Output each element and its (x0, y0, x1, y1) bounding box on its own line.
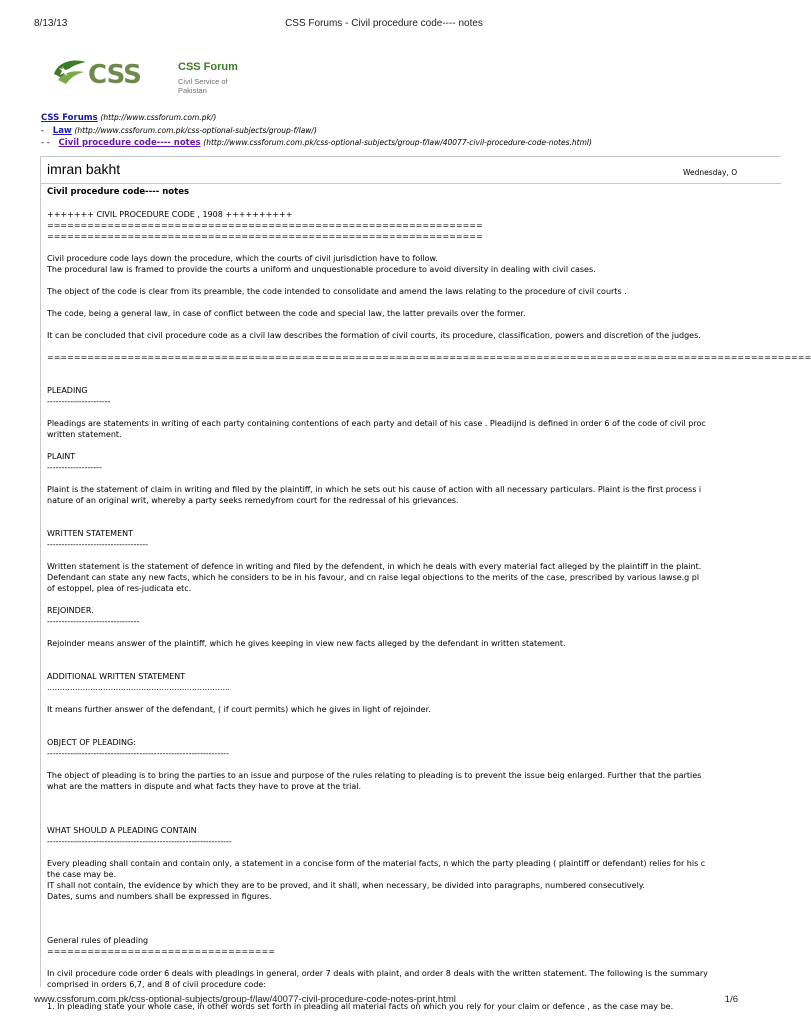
post-line: ================================================================= (47, 232, 483, 241)
post-line (47, 957, 807, 968)
post-line: WRITTEN STATEMENT (47, 529, 134, 538)
post-line (47, 792, 807, 803)
post-line (47, 319, 807, 330)
breadcrumb-url: (http://www.cssforum.com.pk/css-optional-subjects/group-f/law/40077-civil-procedure-code-notes.html) (203, 138, 592, 147)
post-line: +++++++ CIVIL PROCEDURE CODE , 1908 ++++++++++ (47, 210, 293, 219)
post-line (47, 506, 807, 517)
post-line: Plaint is the statement of claim in writing and filed by the plaintiff, in which he sets out his cause of action with all necessary particulars. Plaint is the first process i (47, 485, 702, 494)
post-line: The code, being a general law, in case of conflict between the code and special law, the latter prevails over the former. (47, 309, 526, 318)
post-line (47, 407, 807, 418)
breadcrumb-item-forums (41, 112, 741, 125)
post-line (47, 660, 807, 671)
post-line (47, 374, 807, 385)
post-line: of estoppel, plea of res-judicata etc. (47, 584, 192, 593)
post-line (47, 297, 807, 308)
post-line: IT shall not contain, the evidence by which they are to be proved, and it shall, when necessary, be divided into paragraphs, numbered consecutively. (47, 881, 645, 890)
post-line: ........................................................................ (47, 683, 231, 692)
post-line: Rejoinder means answer of the plaintiff, which he gives keeping in view new facts alleged by the defendant in written statement. (47, 639, 566, 648)
print-footer (30, 994, 738, 1008)
print-date: 8/13/13 (34, 18, 68, 29)
post-line: In civil procedure code order 6 deals with pleadings in general, order 7 deals with plaint, and order 8 deals with the written statement. The following is the summary (47, 969, 708, 978)
print-url: www.cssforum.com.pk/css-optional-subjects/group-f/law/40077-civil-procedure-code-notes-print.html (34, 994, 456, 1005)
post-line: Dates, sums and numbers shall be expressed in figures. (47, 892, 272, 901)
post-author[interactable]: imran bakht (47, 161, 121, 177)
post-line: Defendant can state any new facts, which he considers to be in his favour, and cn raise legal objections to the merits of the case, prescribed by various lawse.g pl (47, 573, 700, 582)
post-line (47, 847, 807, 858)
print-page-number: 1/6 (724, 994, 738, 1005)
post-text (47, 209, 811, 1012)
post-line: The object of pleading is to bring the parties to an issue and purpose of the rules relating to pleading is to prevent the issue beig enlarged. Further that the parties (47, 771, 702, 780)
post-line (47, 913, 807, 924)
print-page-title: CSS Forums - Civil procedure code---- notes (285, 18, 483, 29)
post-line: The procedural law is framed to provide the courts a uniform and unquestionable procedure to avoid diversity in dealing with civil cases. (47, 265, 596, 274)
post-line: the case may be. (47, 870, 117, 879)
print-header (30, 18, 738, 32)
post-line: --------------------------------------------------------------- (47, 749, 229, 758)
breadcrumb-item-law (41, 125, 741, 138)
post-line (47, 924, 807, 935)
post-line (47, 440, 807, 451)
post-header (41, 157, 781, 184)
post-line (47, 693, 807, 704)
post-line: 1. In pleading state your whole case, in other words set forth in pleading all material facts on which you rely for your claim or defence , as the case may be. (47, 1002, 674, 1011)
post-line: ================================================================= (47, 221, 483, 230)
breadcrumb (41, 112, 741, 150)
post-line: It means further answer of the defendant, ( if court permits) which he gives in light of rejoinder. (47, 705, 431, 714)
post-line (47, 902, 807, 913)
breadcrumb-link-forums[interactable]: CSS Forums (41, 113, 98, 123)
breadcrumb-url: (http://www.cssforum.com.pk/css-optional-subjects/group-f/law/) (74, 125, 317, 135)
post-line (47, 715, 807, 726)
post-line (47, 550, 807, 561)
post-line: comprised in orders 6,7, and 8 of civil procedure code: (47, 980, 267, 989)
post-line (47, 814, 807, 825)
post-line: what are the matters in dispute and what facts they have to prove at the trial. (47, 782, 362, 791)
post-line: nature of an original writ, whereby a party seeks remedyfrom court for the redressal of his grievances. (47, 496, 459, 505)
post-line (47, 517, 807, 528)
logo-mark-icon (52, 56, 92, 88)
breadcrumb-item-thread (41, 137, 741, 150)
breadcrumb-prefix: - (41, 125, 45, 136)
post-line: ================================== (47, 947, 275, 956)
post-line (47, 363, 807, 374)
post-line (47, 649, 807, 660)
logo-css-text: CSS (88, 60, 141, 90)
post-line: ---------------------------------------------------------------- (47, 837, 232, 846)
post-line: The object of the code is clear from its preamble, the code intended to consolidate and amend the laws relating to the procedure of civil courts . (47, 287, 627, 296)
post-line (47, 627, 807, 638)
css-forum-logo[interactable] (52, 56, 252, 95)
post-line (47, 473, 807, 484)
post-line (47, 726, 807, 737)
post-line (47, 341, 807, 352)
post-line (47, 242, 807, 253)
post-line: Written statement is the statement of defence in writing and filed by the defendent, in which he deals with every material fact alleged by the plaintiff in the plaint. (47, 562, 702, 571)
breadcrumb-url: (http://www.cssforum.com.pk/) (100, 113, 217, 122)
post-line: ADDITIONAL WRITTEN STATEMENT (47, 672, 186, 681)
breadcrumb-link-thread[interactable]: Civil procedure code---- notes (58, 138, 201, 148)
breadcrumb-prefix: - - (41, 138, 50, 148)
post-line: Civil procedure code lays down the procedure, which the courts of civil jurisdiction have to follow. (47, 254, 438, 263)
post-line: ----------------------------------- (47, 540, 149, 549)
post-line (47, 803, 807, 814)
logo-subtitle: Civil Service of Pakistan (178, 77, 228, 95)
post-line: Pleadings are statements in writing of each party containing contentions of each party and detail of his case . Pleadijnd is defined in order 6 of the code of civil proc (47, 419, 706, 428)
post-line: Every pleading shall contain and contain only, a statement in a concise form of the material facts, n which the party pleading ( plaintiff or defendant) relies for his c (47, 859, 706, 868)
logo-site-name: CSS Forum (178, 61, 238, 73)
post-title: Civil procedure code---- notes (47, 187, 190, 197)
post-line: REJOINDER. (47, 606, 94, 615)
post-line: PLAINT (47, 452, 76, 461)
post-date: Wednesday, O (683, 168, 738, 177)
breadcrumb-link-law[interactable]: Law (52, 125, 72, 136)
post-line: written statement. (47, 430, 122, 439)
post-line: ---------------------- (47, 397, 111, 406)
post-line (47, 594, 807, 605)
post-line: ================================================================================================================== (47, 353, 811, 362)
post-line: General rules of pleading (47, 936, 149, 945)
post-line: PLEADING (47, 386, 88, 395)
post-line (47, 759, 807, 770)
post-line (47, 275, 807, 286)
post-body (47, 187, 811, 1012)
post-line: It can be concluded that civil procedure code as a civil law describes the formation of civil courts, its procedure, classification, powers and discretion of the judges. (47, 331, 701, 340)
post-line: WHAT SHOULD A PLEADING CONTAIN (47, 826, 197, 835)
post-line: -------------------------------- (47, 617, 140, 626)
post-line: OBJECT OF PLEADING: (47, 738, 136, 747)
post-line: ------------------- (47, 463, 102, 472)
